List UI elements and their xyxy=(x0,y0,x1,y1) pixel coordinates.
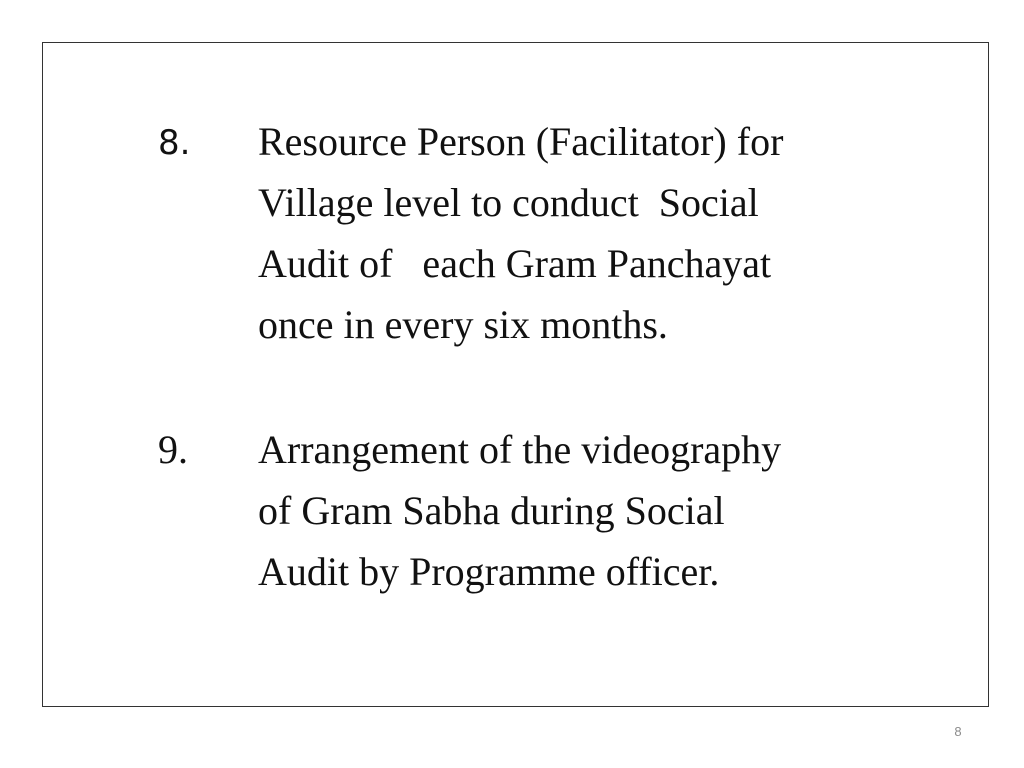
item-text xyxy=(258,419,958,602)
item-text-line: Village level to conduct Social xyxy=(258,180,759,225)
item-text-line: Resource Person (Facilitator) for xyxy=(258,119,784,164)
item-text xyxy=(258,111,958,355)
item-text-line: Audit by Programme officer. xyxy=(258,549,720,594)
item-text-line: of Gram Sabha during Social xyxy=(258,488,725,533)
item-text-line: Arrangement of the videography xyxy=(258,427,782,472)
item-number: 8. xyxy=(158,123,191,163)
page-number: 8 xyxy=(954,724,962,739)
item-text-line: once in every six months. xyxy=(258,302,668,347)
item-number: 9. xyxy=(158,427,188,472)
slide-frame xyxy=(42,42,989,707)
item-text-line: Audit of each Gram Panchayat xyxy=(258,241,772,286)
